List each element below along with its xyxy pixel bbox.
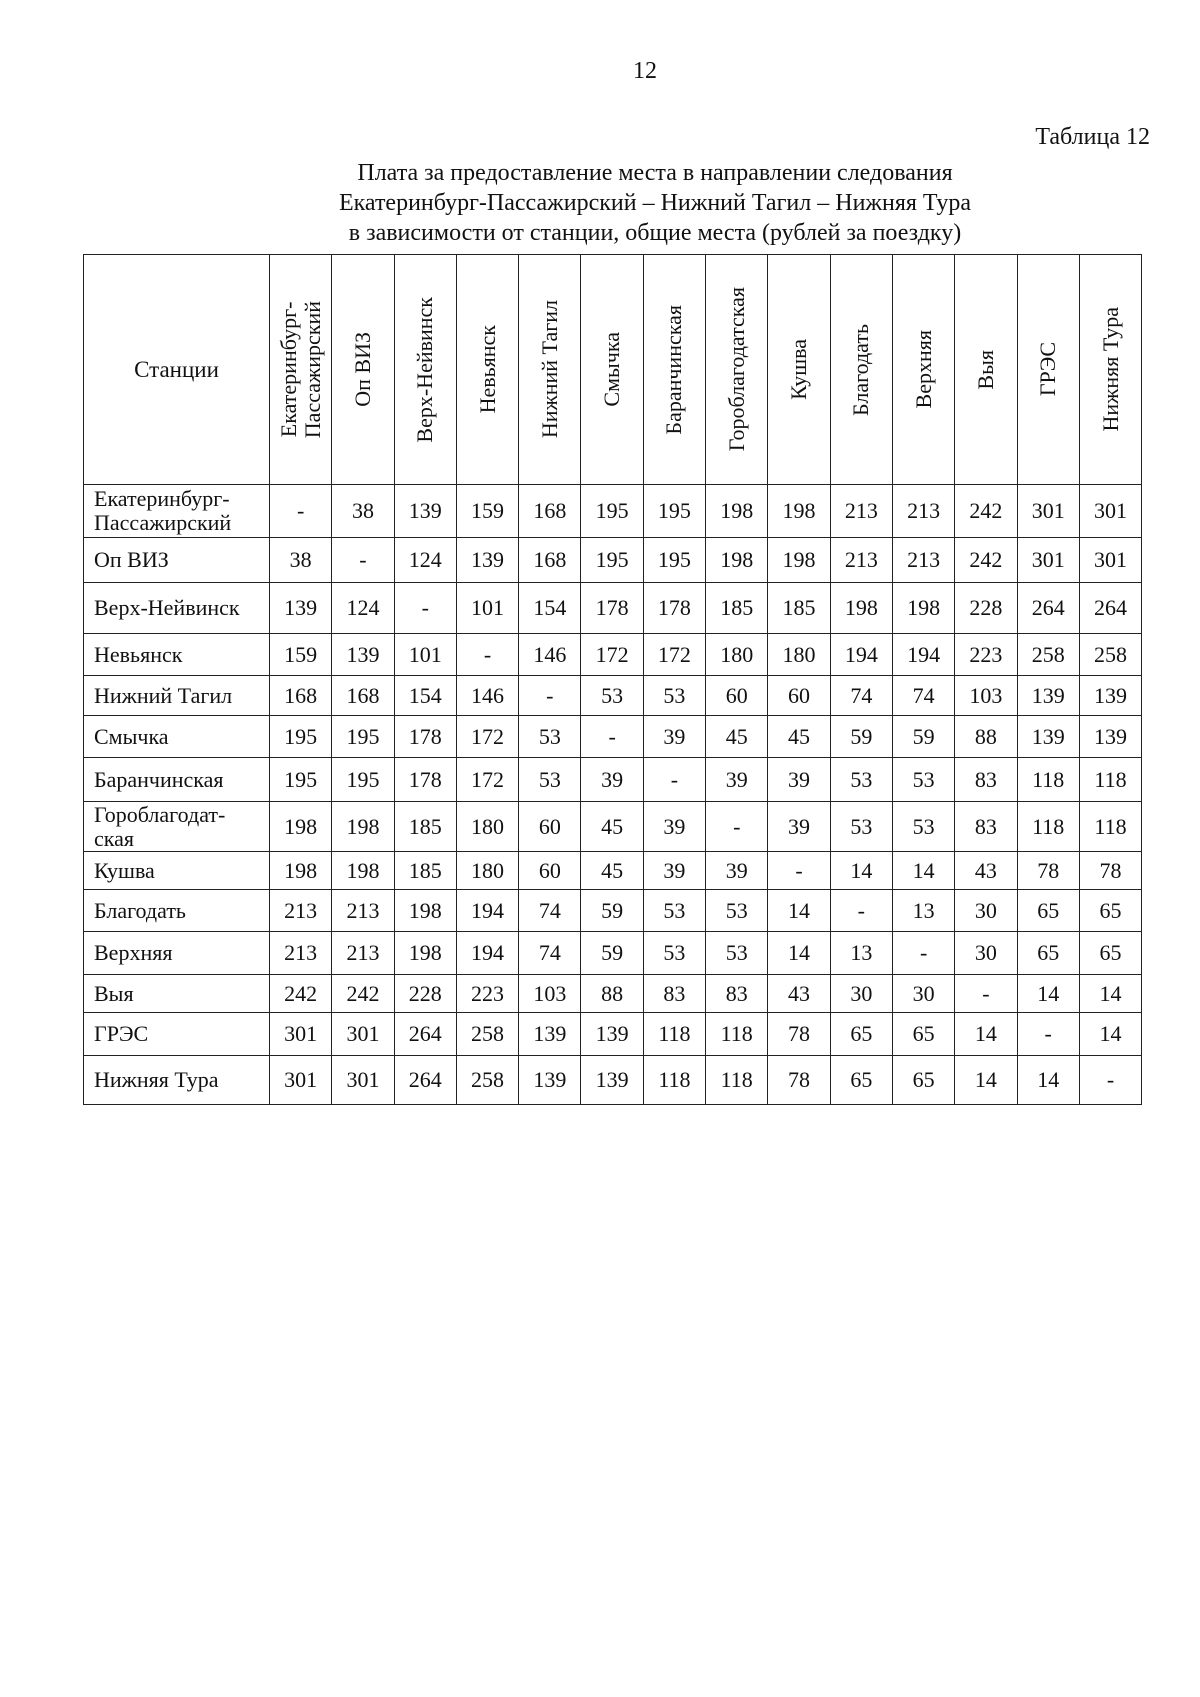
fare-cell: 264 — [394, 1056, 456, 1105]
column-header-line: Верхняя — [910, 330, 936, 409]
column-header — [892, 255, 954, 485]
column-header — [394, 255, 456, 485]
table-row — [84, 758, 1142, 802]
fare-cell: 53 — [519, 758, 581, 802]
column-header — [456, 255, 518, 485]
fare-cell: 139 — [456, 538, 518, 583]
fare-cell: 258 — [456, 1013, 518, 1056]
fare-cell: 39 — [706, 852, 768, 890]
column-header-line: Оп ВИЗ — [349, 332, 375, 407]
header-row — [84, 255, 1142, 485]
table-row — [84, 1056, 1142, 1105]
row-station-name — [84, 485, 270, 538]
fare-cell: 14 — [768, 932, 830, 975]
column-header-label — [849, 324, 873, 416]
fare-cell: 53 — [706, 890, 768, 932]
fare-cell: 39 — [581, 758, 643, 802]
column-header-label — [662, 305, 686, 435]
fare-cell: 118 — [706, 1056, 768, 1105]
fare-cell: 14 — [955, 1013, 1017, 1056]
fare-cell: 13 — [892, 890, 954, 932]
fare-cell: 53 — [643, 932, 705, 975]
fare-cell: 65 — [892, 1013, 954, 1056]
fare-cell: - — [892, 932, 954, 975]
fare-cell: - — [830, 890, 892, 932]
fare-cell: 65 — [1079, 932, 1141, 975]
column-header-label — [974, 350, 998, 390]
fare-cell: 198 — [270, 852, 332, 890]
fare-cell: 39 — [706, 758, 768, 802]
column-header — [830, 255, 892, 485]
row-station-name — [84, 716, 270, 758]
fare-cell: 13 — [830, 932, 892, 975]
fare-cell: 139 — [332, 634, 394, 676]
row-station-name-line: Нижний Тагил — [94, 682, 233, 708]
row-station-name-line: Екатеринбург- — [94, 486, 230, 511]
fare-cell: - — [1017, 1013, 1079, 1056]
fare-cell: 194 — [830, 634, 892, 676]
fare-cell: 198 — [706, 538, 768, 583]
fare-cell: 139 — [519, 1013, 581, 1056]
fare-cell: 139 — [270, 583, 332, 634]
fare-cell: 39 — [768, 758, 830, 802]
column-header-label — [912, 330, 936, 408]
table-row — [84, 538, 1142, 583]
row-station-name-line: Баранчинская — [94, 766, 224, 792]
fare-cell: 185 — [394, 852, 456, 890]
table-row — [84, 802, 1142, 852]
row-station-name-line: Гороблагодат- — [94, 801, 226, 827]
fare-cell: 228 — [955, 583, 1017, 634]
row-station-name-line: Смычка — [94, 723, 169, 749]
column-header-line: Баранчинская — [661, 304, 687, 435]
title-line-3: в зависимости от станции, общие места (рублей за поездку) — [348, 220, 962, 246]
fare-cell: 195 — [332, 758, 394, 802]
fare-cell: 258 — [456, 1056, 518, 1105]
column-header-line: ГРЭС — [1035, 342, 1061, 397]
fare-cell: 83 — [706, 975, 768, 1013]
fare-cell: 59 — [581, 932, 643, 975]
fare-cell: 198 — [394, 890, 456, 932]
fare-cell: 154 — [519, 583, 581, 634]
row-station-name-line: Верхняя — [94, 940, 173, 965]
fare-cell: 264 — [394, 1013, 456, 1056]
fare-cell: 60 — [519, 802, 581, 852]
fare-cell: 60 — [519, 852, 581, 890]
fare-cell: 65 — [830, 1056, 892, 1105]
fare-cell: - — [456, 634, 518, 676]
row-station-name — [84, 802, 270, 852]
fare-cell: 88 — [955, 716, 1017, 758]
fare-cell: - — [706, 802, 768, 852]
fare-cell: 301 — [1017, 538, 1079, 583]
fare-cell: 168 — [270, 676, 332, 716]
fare-cell: 198 — [394, 932, 456, 975]
fare-cell: 213 — [892, 485, 954, 538]
column-header — [581, 255, 643, 485]
table-row — [84, 852, 1142, 890]
fare-cell: - — [581, 716, 643, 758]
fare-cell: 213 — [332, 932, 394, 975]
fare-cell: 118 — [1079, 758, 1141, 802]
fare-cell: 213 — [270, 890, 332, 932]
column-header — [955, 255, 1017, 485]
table-row — [84, 890, 1142, 932]
fare-cell: 14 — [955, 1056, 1017, 1105]
fare-cell: 78 — [1017, 852, 1079, 890]
fare-cell: 301 — [1079, 485, 1141, 538]
row-station-name — [84, 1056, 270, 1105]
fare-table — [83, 254, 1142, 1105]
fare-cell: 198 — [892, 583, 954, 634]
column-header-line: Благодать — [848, 323, 874, 416]
fare-cell: 139 — [394, 485, 456, 538]
row-station-name-line: Оп ВИЗ — [94, 547, 169, 572]
row-station-name-line: Верх-Нейвинск — [94, 595, 240, 620]
fare-cell: 53 — [892, 802, 954, 852]
fare-cell: 74 — [519, 932, 581, 975]
fare-cell: 213 — [332, 890, 394, 932]
fare-cell: 139 — [581, 1013, 643, 1056]
fare-cell: 45 — [581, 802, 643, 852]
fare-cell: 14 — [892, 852, 954, 890]
row-station-name-line: ская — [94, 825, 135, 851]
fare-cell: 60 — [706, 676, 768, 716]
fare-cell: 242 — [332, 975, 394, 1013]
fare-cell: 159 — [270, 634, 332, 676]
fare-cell: 195 — [643, 485, 705, 538]
fare-cell: 83 — [955, 758, 1017, 802]
fare-cell: 39 — [768, 802, 830, 852]
row-station-name — [84, 1013, 270, 1056]
fare-cell: 301 — [1079, 538, 1141, 583]
fare-cell: 180 — [768, 634, 830, 676]
fare-cell: 178 — [643, 583, 705, 634]
corner-header: Станции — [84, 255, 270, 485]
row-station-name-line: Кушва — [94, 857, 155, 883]
row-station-name-line: ГРЭС — [94, 1021, 149, 1046]
column-header-line: Смычка — [599, 332, 625, 407]
fare-cell: 195 — [332, 716, 394, 758]
fare-cell: 198 — [706, 485, 768, 538]
fare-cell: 124 — [394, 538, 456, 583]
fare-cell: 198 — [830, 583, 892, 634]
fare-cell: 301 — [270, 1013, 332, 1056]
fare-cell: 168 — [519, 538, 581, 583]
row-station-name-line: Пассажирский — [94, 510, 232, 535]
fare-cell: 139 — [1017, 676, 1079, 716]
fare-cell: 258 — [1017, 634, 1079, 676]
table-row — [84, 975, 1142, 1013]
fare-cell: 53 — [581, 676, 643, 716]
fare-cell: 53 — [706, 932, 768, 975]
row-station-name — [84, 890, 270, 932]
fare-cell: 223 — [955, 634, 1017, 676]
fare-cell: 14 — [1017, 975, 1079, 1013]
fare-cell: 74 — [892, 676, 954, 716]
fare-cell: 39 — [643, 716, 705, 758]
column-header-label — [787, 339, 811, 400]
fare-cell: 242 — [955, 485, 1017, 538]
column-header — [332, 255, 394, 485]
fare-cell: 53 — [892, 758, 954, 802]
fare-cell: 139 — [581, 1056, 643, 1105]
fare-cell: 154 — [394, 676, 456, 716]
column-header-line: Невьянск — [474, 325, 500, 414]
column-header-label — [1036, 342, 1060, 396]
column-header-label — [476, 325, 500, 413]
fare-cell: 118 — [1017, 802, 1079, 852]
column-header-line: Екатеринбург- — [275, 301, 301, 438]
row-station-name — [84, 975, 270, 1013]
fare-cell: - — [332, 538, 394, 583]
fare-cell: 139 — [1017, 716, 1079, 758]
fare-cell: 38 — [332, 485, 394, 538]
column-header — [1017, 255, 1079, 485]
fare-cell: 78 — [768, 1013, 830, 1056]
fare-cell: 45 — [768, 716, 830, 758]
fare-cell: 213 — [270, 932, 332, 975]
fare-cell: 65 — [1017, 932, 1079, 975]
row-station-name — [84, 676, 270, 716]
fare-cell: 14 — [830, 852, 892, 890]
fare-cell: 118 — [1079, 802, 1141, 852]
fare-cell: 195 — [270, 758, 332, 802]
fare-cell: 172 — [581, 634, 643, 676]
table-row — [84, 932, 1142, 975]
row-station-name-line: Выя — [94, 980, 134, 1006]
row-station-name-line: Благодать — [94, 897, 186, 923]
fare-cell: 213 — [830, 485, 892, 538]
column-header-line: Нижняя Тура — [1097, 307, 1123, 432]
fare-cell: 198 — [768, 485, 830, 538]
table-label: Таблица 12 — [1035, 124, 1150, 150]
fare-cell: 172 — [456, 758, 518, 802]
column-header-line: Гороблагодатская — [723, 287, 749, 452]
fare-cell: 43 — [955, 852, 1017, 890]
row-station-name-line: Невьянск — [94, 641, 183, 667]
column-header — [519, 255, 581, 485]
fare-cell: 301 — [270, 1056, 332, 1105]
fare-cell: 43 — [768, 975, 830, 1013]
table-row — [84, 583, 1142, 634]
fare-cell: 118 — [643, 1056, 705, 1105]
fare-cell: 118 — [706, 1013, 768, 1056]
fare-cell: 159 — [456, 485, 518, 538]
fare-cell: 53 — [830, 758, 892, 802]
fare-cell: 45 — [706, 716, 768, 758]
fare-cell: 172 — [643, 634, 705, 676]
fare-cell: - — [394, 583, 456, 634]
fare-cell: 65 — [1017, 890, 1079, 932]
fare-cell: 139 — [519, 1056, 581, 1105]
column-header-line: Нижний Тагил — [536, 300, 562, 439]
table-row — [84, 485, 1142, 538]
fare-cell: 213 — [892, 538, 954, 583]
row-station-name — [84, 538, 270, 583]
fare-cell: 30 — [955, 890, 1017, 932]
fare-cell: 74 — [519, 890, 581, 932]
fare-cell: 194 — [892, 634, 954, 676]
fare-cell: 53 — [519, 716, 581, 758]
fare-cell: 60 — [768, 676, 830, 716]
fare-cell: 180 — [456, 852, 518, 890]
column-header-line: Пассажирский — [299, 300, 325, 439]
fare-cell: 198 — [332, 802, 394, 852]
fare-cell: 118 — [643, 1013, 705, 1056]
fare-cell: 53 — [643, 676, 705, 716]
column-header-line: Выя — [972, 349, 998, 390]
fare-cell: 178 — [394, 716, 456, 758]
row-station-name — [84, 852, 270, 890]
fare-cell: 78 — [768, 1056, 830, 1105]
fare-cell: 242 — [955, 538, 1017, 583]
fare-cell: 195 — [643, 538, 705, 583]
fare-cell: 194 — [456, 932, 518, 975]
column-header — [270, 255, 332, 485]
fare-cell: 195 — [581, 538, 643, 583]
fare-cell: 195 — [581, 485, 643, 538]
fare-cell: 65 — [830, 1013, 892, 1056]
column-header-line: Кушва — [786, 339, 812, 400]
fare-cell: 38 — [270, 538, 332, 583]
fare-cell: 14 — [1079, 975, 1141, 1013]
fare-cell: 180 — [706, 634, 768, 676]
fare-cell: 30 — [955, 932, 1017, 975]
fare-cell: 213 — [830, 538, 892, 583]
row-station-name — [84, 932, 270, 975]
fare-cell: 301 — [332, 1013, 394, 1056]
fare-cell: 301 — [332, 1056, 394, 1105]
column-header — [768, 255, 830, 485]
fare-cell: 53 — [643, 890, 705, 932]
fare-cell: 39 — [643, 852, 705, 890]
row-station-name — [84, 583, 270, 634]
page-number: 12 — [633, 58, 657, 84]
fare-cell: 139 — [1079, 716, 1141, 758]
fare-cell: 195 — [270, 716, 332, 758]
title-line-2: Екатеринбург-Пассажирский – Нижний Тагил – Нижняя Тура — [338, 190, 972, 216]
column-header-label — [1099, 307, 1123, 431]
table-row — [84, 634, 1142, 676]
column-header-label — [725, 287, 749, 451]
column-header-label — [538, 300, 562, 438]
fare-cell: 59 — [581, 890, 643, 932]
fare-cell: 103 — [955, 676, 1017, 716]
fare-cell: 78 — [1079, 852, 1141, 890]
fare-cell: 88 — [581, 975, 643, 1013]
fare-cell: 258 — [1079, 634, 1141, 676]
row-station-name — [84, 634, 270, 676]
fare-cell: 139 — [1079, 676, 1141, 716]
fare-cell: 264 — [1017, 583, 1079, 634]
row-station-name-line: Нижняя Тура — [94, 1067, 219, 1092]
row-station-name — [84, 758, 270, 802]
fare-cell: 65 — [892, 1056, 954, 1105]
fare-cell: 14 — [768, 890, 830, 932]
fare-cell: 198 — [270, 802, 332, 852]
fare-cell: 198 — [768, 538, 830, 583]
fare-cell: 185 — [706, 583, 768, 634]
fare-cell: 53 — [830, 802, 892, 852]
fare-cell: 168 — [332, 676, 394, 716]
table-title — [260, 158, 1050, 248]
column-header-label — [277, 301, 325, 438]
fare-cell: 264 — [1079, 583, 1141, 634]
fare-cell: - — [768, 852, 830, 890]
fare-cell: 242 — [270, 975, 332, 1013]
fare-cell: 178 — [394, 758, 456, 802]
fare-cell: 185 — [394, 802, 456, 852]
table-row — [84, 676, 1142, 716]
fare-cell: 194 — [456, 890, 518, 932]
fare-cell: 198 — [332, 852, 394, 890]
column-header — [643, 255, 705, 485]
fare-cell: - — [519, 676, 581, 716]
fare-cell: 14 — [1079, 1013, 1141, 1056]
fare-cell: 59 — [892, 716, 954, 758]
fare-cell: 39 — [643, 802, 705, 852]
fare-cell: 83 — [955, 802, 1017, 852]
fare-cell: 146 — [519, 634, 581, 676]
fare-cell: - — [955, 975, 1017, 1013]
column-header-label — [600, 332, 624, 407]
column-header-line: Верх-Нейвинск — [412, 296, 438, 443]
table-row — [84, 716, 1142, 758]
fare-cell: 101 — [456, 583, 518, 634]
title-line-1: Плата за предоставление места в направлении следования — [357, 160, 953, 186]
fare-cell: 178 — [581, 583, 643, 634]
column-header — [706, 255, 768, 485]
fare-cell: 65 — [1079, 890, 1141, 932]
fare-cell: 301 — [1017, 485, 1079, 538]
fare-cell: 146 — [456, 676, 518, 716]
fare-cell: - — [643, 758, 705, 802]
fare-cell: 14 — [1017, 1056, 1079, 1105]
fare-cell: 101 — [394, 634, 456, 676]
fare-cell: 168 — [519, 485, 581, 538]
fare-cell: 118 — [1017, 758, 1079, 802]
fare-cell: 83 — [643, 975, 705, 1013]
fare-cell: 228 — [394, 975, 456, 1013]
fare-cell: - — [270, 485, 332, 538]
fare-cell: 124 — [332, 583, 394, 634]
table-row — [84, 1013, 1142, 1056]
fare-cell: - — [1079, 1056, 1141, 1105]
column-header-label — [413, 297, 437, 443]
fare-cell: 30 — [830, 975, 892, 1013]
fare-cell: 185 — [768, 583, 830, 634]
fare-cell: 172 — [456, 716, 518, 758]
fare-cell: 45 — [581, 852, 643, 890]
column-header — [1079, 255, 1141, 485]
fare-cell: 74 — [830, 676, 892, 716]
fare-cell: 103 — [519, 975, 581, 1013]
column-header-label — [351, 332, 375, 407]
fare-cell: 59 — [830, 716, 892, 758]
fare-cell: 180 — [456, 802, 518, 852]
fare-cell: 223 — [456, 975, 518, 1013]
fare-cell: 30 — [892, 975, 954, 1013]
